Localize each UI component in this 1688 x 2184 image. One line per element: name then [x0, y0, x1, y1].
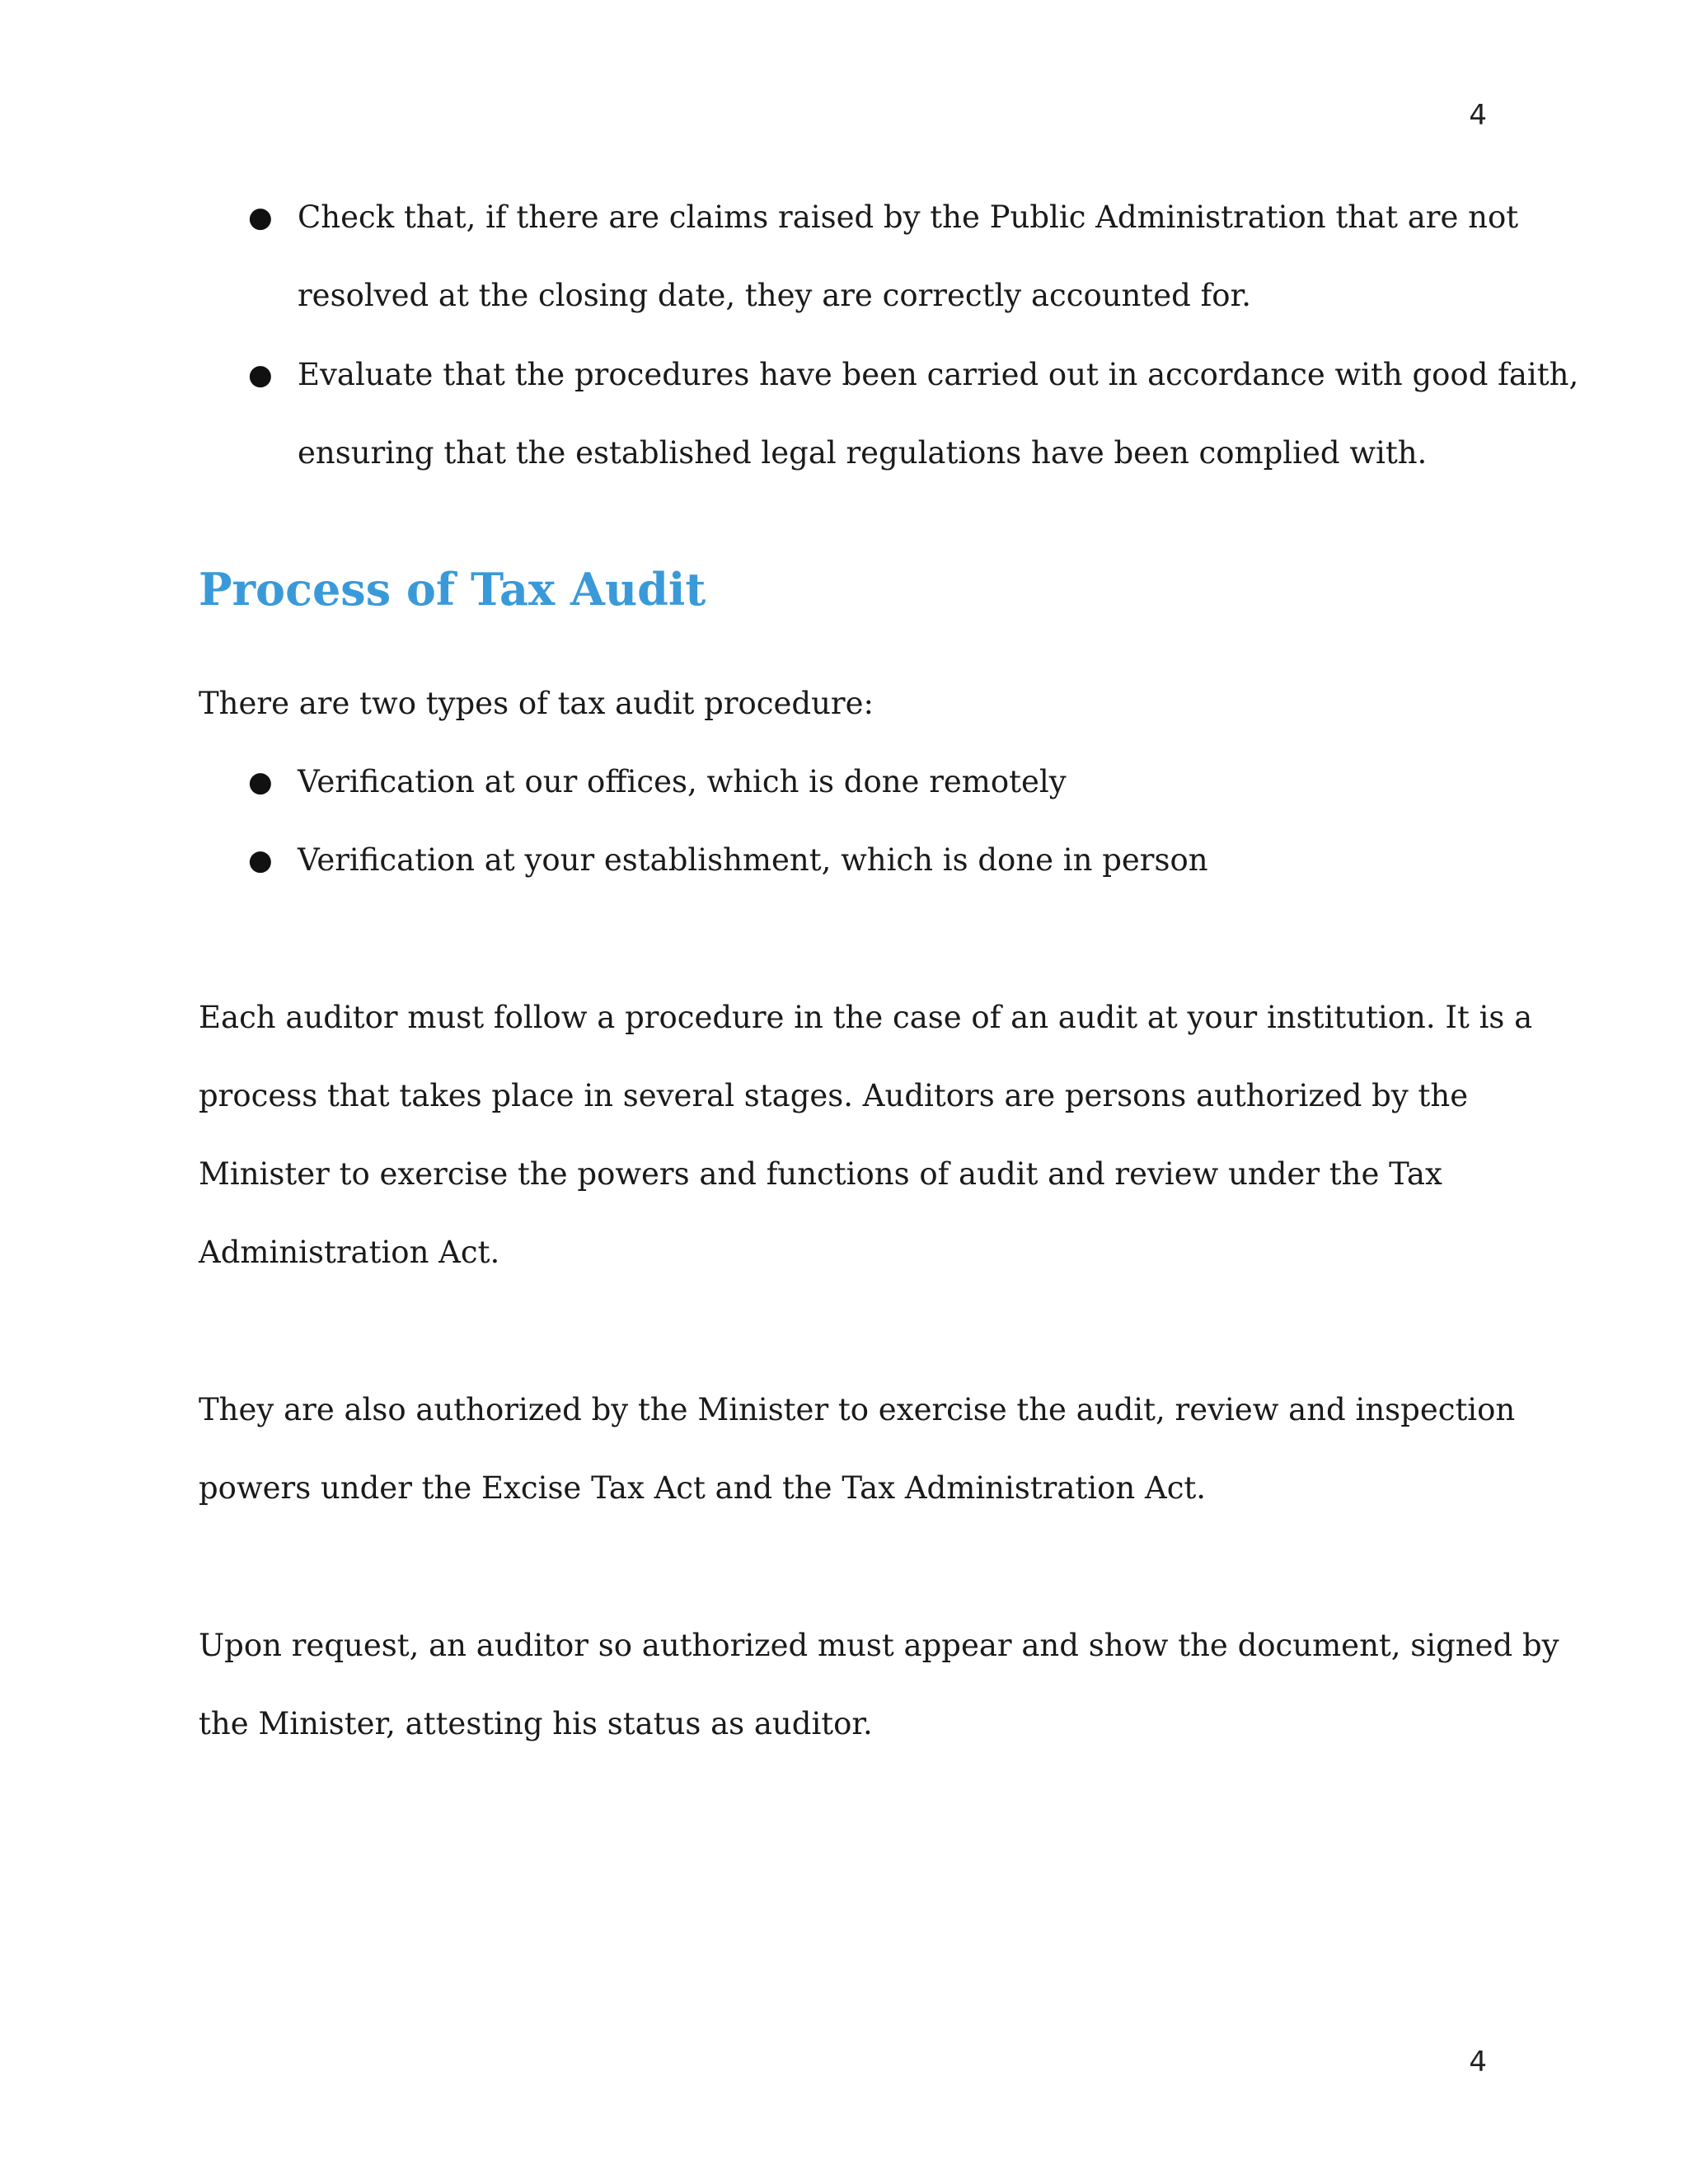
section-intro: There are two types of tax audit procedure:: [199, 686, 874, 721]
list-item: Verification at your establishment, which is done in person: [298, 842, 1208, 878]
paragraph-line: They are also authorized by the Minister to exercise the audit, review and inspection: [199, 1392, 1516, 1427]
bullet-marker: ●: [248, 359, 273, 391]
page-number-top: 4: [1469, 99, 1487, 132]
paragraph-line: the Minister, attesting his status as auditor.: [199, 1706, 873, 1741]
bullet-marker: ●: [248, 844, 273, 877]
bullet-line: ensuring that the established legal regulations have been complied with.: [298, 435, 1428, 471]
paragraph-line: Upon request, an auditor so authorized must appear and show the document, signed by: [199, 1628, 1559, 1663]
paragraph-line: Administration Act.: [199, 1235, 500, 1270]
page-number-bottom: 4: [1469, 2046, 1487, 2079]
paragraph-line: process that takes place in several stages. Auditors are persons authorized by the: [199, 1078, 1469, 1113]
bullet-marker: ●: [248, 201, 273, 234]
bullet-line: Check that, if there are claims raised by the Public Administration that are not: [298, 199, 1519, 235]
paragraph-line: powers under the Excise Tax Act and the Tax Administration Act.: [199, 1470, 1207, 1506]
list-item: Verification at our offices, which is done remotely: [298, 764, 1067, 799]
paragraph-line: Each auditor must follow a procedure in the case of an audit at your institution. It is a: [199, 1000, 1533, 1035]
bullet-line: Evaluate that the procedures have been carried out in accordance with good faith,: [298, 357, 1579, 392]
paragraph-line: Minister to exercise the powers and functions of audit and review under the Tax: [199, 1156, 1442, 1192]
bullet-marker: ●: [248, 766, 273, 799]
bullet-line: resolved at the closing date, they are correctly accounted for.: [298, 278, 1251, 313]
section-heading: Process of Tax Audit: [199, 563, 706, 616]
